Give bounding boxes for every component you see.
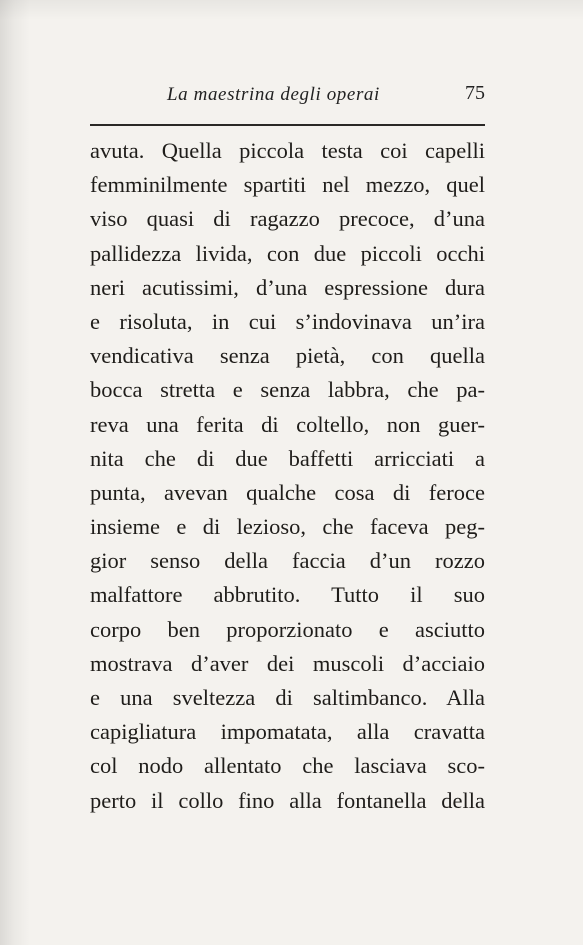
text-line: insieme e di lezioso, che faceva peg- <box>90 514 485 540</box>
header-rule <box>90 124 485 126</box>
text-line: e una sveltezza di saltimbanco. Alla <box>90 685 485 710</box>
text-line: neri acutissimi, d’una espressione dura <box>90 274 485 300</box>
text-line: pallidezza livida, con due piccoli occhi <box>90 240 485 266</box>
text-line: e risoluta, in cui s’indovinava un’ira <box>90 308 485 334</box>
running-title: La maestrina degli operai <box>167 84 380 105</box>
text-line: femminilmente spartiti nel mezzo, quel <box>90 172 485 198</box>
text-line: reva una ferita di coltello, non guer- <box>90 411 485 437</box>
text-line: malfattore abbrutito. Tutto il suo <box>90 582 485 608</box>
text-line: col nodo allentato che lasciava sco- <box>90 753 485 779</box>
text-line: gior senso della faccia d’un rozzo <box>90 548 485 574</box>
text-line: punta, avevan qualche cosa di feroce <box>90 479 485 505</box>
text-line: mostrava d’aver dei muscoli d’acciaio <box>90 650 485 676</box>
text-line: nita che di due baffetti arricciati a <box>90 445 485 471</box>
text-line: bocca stretta e senza labbra, che pa- <box>90 377 485 403</box>
text-line: viso quasi di ragazzo precoce, d’una <box>90 206 485 232</box>
page-header <box>90 82 485 110</box>
text-line: perto il collo fino alla fontanella della <box>90 787 485 813</box>
text-line: avuta. Quella piccola testa coi capelli <box>90 138 485 163</box>
text-line: vendicativa senza pietà, con quella <box>90 343 485 369</box>
body-text <box>90 134 485 818</box>
text-line: corpo ben proporzionato e asciutto <box>90 616 485 642</box>
text-line: capigliatura impomatata, alla cravatta <box>90 719 485 745</box>
page-number: 75 <box>465 82 485 104</box>
